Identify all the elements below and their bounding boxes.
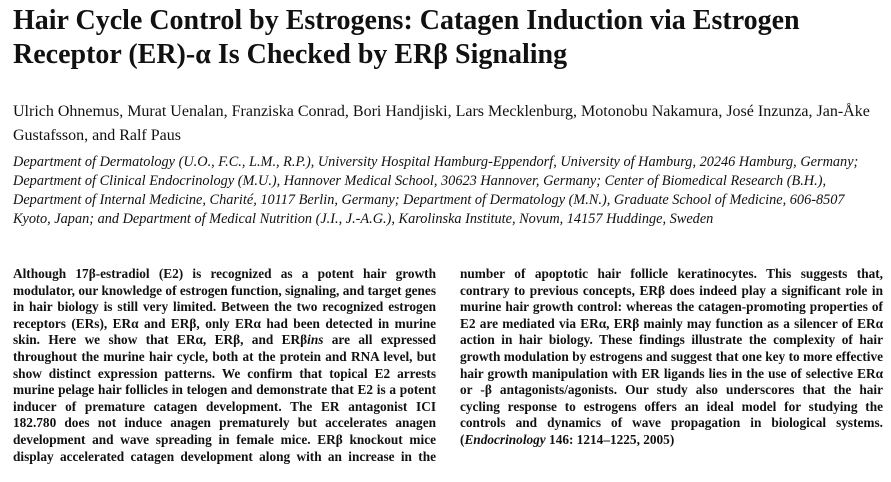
abstract-italic-ins: ins xyxy=(307,332,324,348)
abstract-text-part-1: Although 17β-estradiol (E2) is recognized as a potent hair growth modulator, our knowledge of estrogen function, signaling, and target genes in hair biology is still very limited. Between the two recognized estrogen receptors (ERs), ERα and ERβ, only ERα had been detected in murine skin. Here we show that ERα, ERβ, and ERβ xyxy=(13,266,436,348)
affiliations: Department of Dermatology (U.O., F.C., L.M., R.P.), University Hospital Hamburg-Eppendorf, University of Hamburg, 20246 Hamburg, Germany; Department of Clinical Endocrinology (M.U.), Hannover Medical School, 30623 Hannover, Germany; Center of Biomedical Research (B.H.), Department of Internal Medicine, Charité, 10117 Berlin, Germany; Department of Dermatology (M.N.), Graduate School of Medicine, 606-8507 Kyoto, Japan; and Department of Medical Nutrition (J.I., J.-A.G.), Karolinska Institute, Novum, 14157 Huddinge, Sweden xyxy=(13,154,859,227)
citation: 146: 1214–1225, 2005) xyxy=(545,431,675,447)
paper-title: Hair Cycle Control by Estrogens: Catagen Induction via Estrogen Receptor (ER)-α Is Checked by ERβ Signaling xyxy=(13,5,800,70)
journal-name: Endocrinology xyxy=(464,431,546,447)
abstract xyxy=(13,266,883,471)
author-list: Ulrich Ohnemus, Murat Uenalan, Franziska Conrad, Bori Handjiski, Lars Mecklenburg, Motonobu Nakamura, José Inzunza, Jan-Åke Gustafsson, and Ralf Paus xyxy=(13,103,870,144)
abstract-text-part-2: are all expressed throughout the murine hair cycle, both at the protein and RNA level, but show distinct expression patterns. We confirm that topical E2 arrests murine pelage hair follicles in telogen and demonstrate that E2 is a potent inducer of premature catagen development. The ER antagonist ICI 182.780 does not induce anagen prematurely but accelerates anagen development and wave spreading in female mice. ERβ knockout mice display accelerated catagen development along with an increase in the number of apoptotic hair follicle keratinocytes. This suggests that, contrary to previous concepts, ERβ does indeed play a significant role in murine hair growth control: whereas the catagen-promoting properties of E2 are mediated via ERα, ERβ mainly may function as a silencer of ERα action in hair biology. These findings illustrate the complexity of hair growth modulation by estrogens and suggest that one key to more effective hair growth manipulation with ER ligands lies in the use of selective ERα or -β antagonists/agonists. Our study also underscores that the hair cycling response to estrogens offers an ideal model for studying the controls and dynamics of wave propagation in biological systems. ( xyxy=(13,266,883,464)
